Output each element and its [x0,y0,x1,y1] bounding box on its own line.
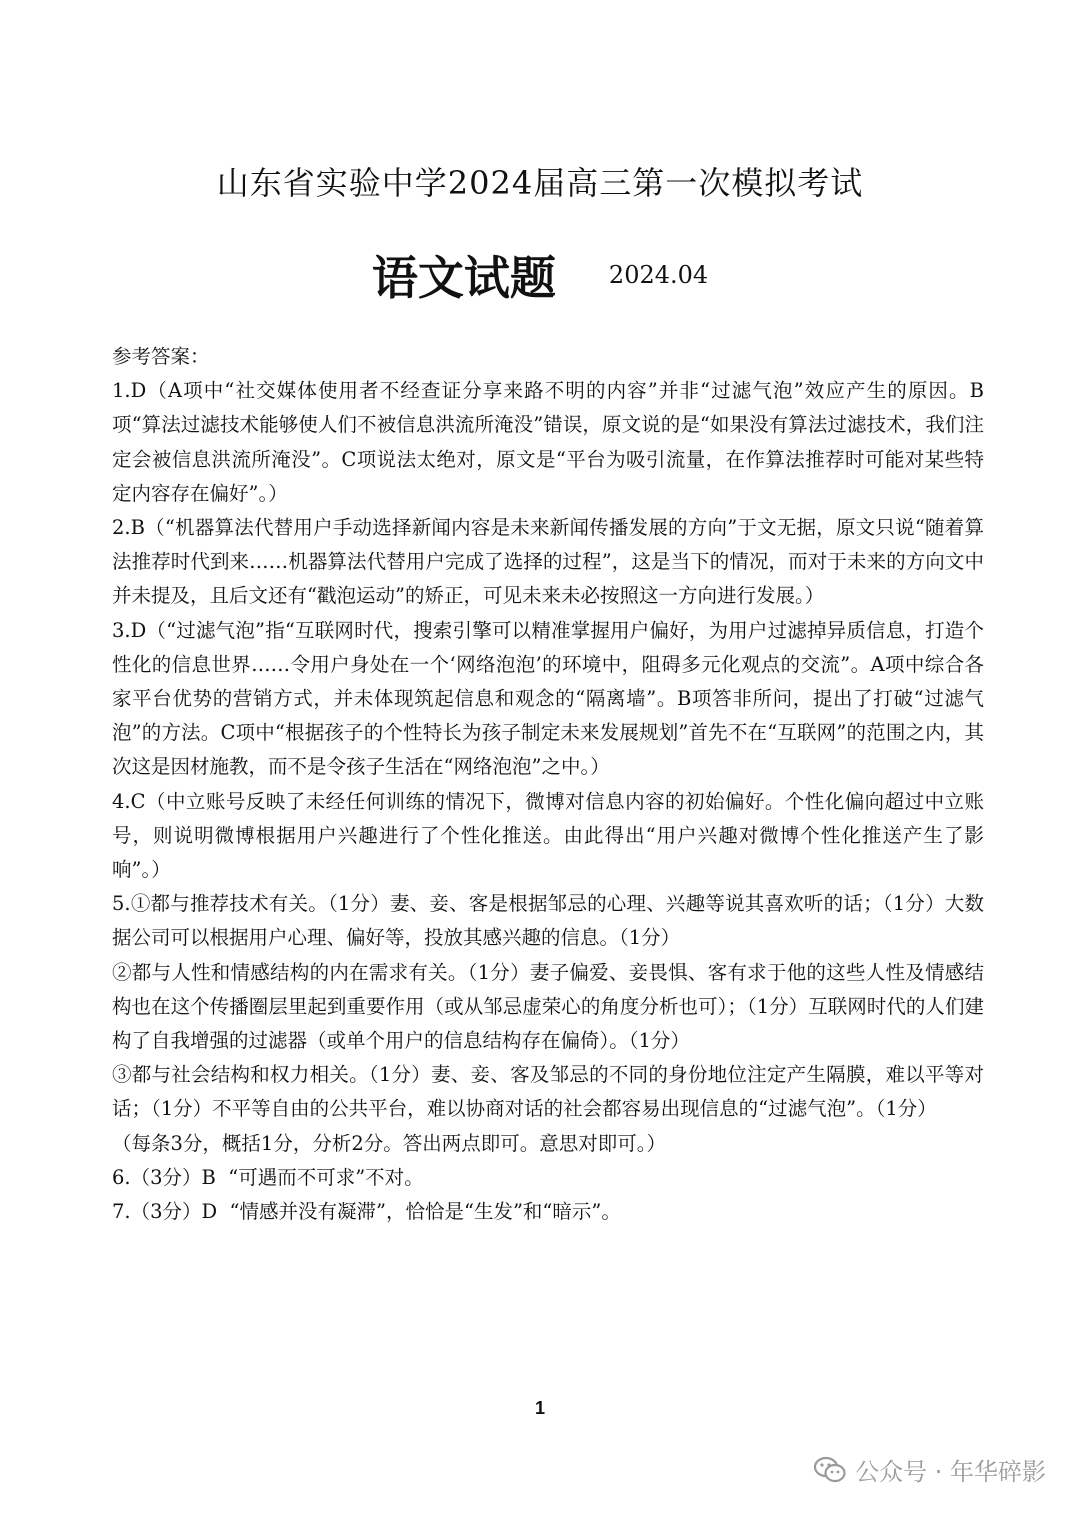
answer-7: 7.（3分）D “情感并没有凝滞”，恰恰是“生发”和“暗示”。 [112,1200,621,1224]
watermark [813,1452,1046,1487]
answer-content [112,340,984,1229]
section-label: 参考答案： [112,345,210,368]
answer-5-scoring-note: （每条3分，概括1分，分析2分。答出两点即可。意思对即可。） [112,1131,666,1155]
answer-5-point-3: ③都与社会结构和权力相关。（1分）妻、妾、客及邹忌的不同的身份地位注定产生隔膜，难以平等对话；（1分）不平等自由的公共平台，难以协商对话的社会都容易出现信息的“过滤气泡”。（1分） [112,1063,984,1121]
wechat-icon [813,1456,847,1484]
exam-date: 2024.04 [608,261,709,289]
exam-subtitle: 语文试题 [371,251,556,305]
answer-5-point-2: ②都与人性和情感结构的内在需求有关。（1分）妻子偏爱、妾畏惧、客有求于他的这些人性及情感结构也在这个传播圈层里起到重要作用（或从邹忌虚荣心的角度分析也可）；（1分）互联网时代的人们建构了自我增强的过滤器（或单个用户的信息结构存在偏倚）。（1分） [112,960,984,1053]
answer-2: 2.B（“机器算法代替用户手动选择新闻内容是未来新闻传播发展的方向”于文无据，原文只说“随着算法推荐时代到来……机器算法代替用户完成了选择的过程”，这是当下的情况，而对于未来的方向文中并未提及，且后文还有“戳泡运动”的矫正，可见未来未必按照这一方向进行发展。） [112,516,984,608]
exam-title: 山东省实验中学2024届高三第一次模拟考试 [216,164,864,202]
answer-5-point-1: 5.①都与推荐技术有关。（1分）妻、妾、客是根据邹忌的心理、兴趣等说其喜欢听的话；（1分）大数据公司可以根据用户心理、偏好等，投放其感兴趣的信息。（1分） [112,892,984,950]
answer-3: 3.D（“过滤气泡”指“互联网时代，搜索引擎可以精准掌握用户偏好，为用户过滤掉异质信息，打造个性化的信息世界……令用户身处在一个‘网络泡泡’的环境中，阻碍多元化观点的交流”。A项中综合各家平台优势的营销方式，并未体现筑起信息和观念的“隔离墙”。B项答非所问，提出了打破“过滤气泡”的方法。C项中“根据孩子的个性特长为孩子制定未来发展规划”首先不在“互联网”的范围之内，其次这是因材施教，而不是令孩子生活在“网络泡泡”之中。） [112,618,984,779]
subtitle-row [0,242,1080,308]
answer-4: 4.C（中立账号反映了未经任何训练的情况下，微博对信息内容的初始偏好。个性化偏向超过中立账号，则说明微博根据用户兴趣进行了个性化推送。由此得出“用户兴趣对微博个性化推送产生了影响”。） [112,789,984,882]
answer-1: 1.D（A项中“社交媒体使用者不经查证分享来路不明的内容”并非“过滤气泡”效应产生的原因。B项“算法过滤技术能够使人们不被信息洪流所淹没”错误，原文说的是“如果没有算法过滤技术，我们注定会被信息洪流所淹没”。C项说法太绝对，原文是“平台为吸引流量，在作算法推荐时可能对某些特定内容存在偏好”。） [112,379,984,505]
watermark-text: 公众号 · 年华碎影 [855,1458,1046,1486]
page-number: 1 [534,1398,545,1418]
answer-6: 6.（3分）B “可遇而不可求”不对。 [112,1165,424,1189]
